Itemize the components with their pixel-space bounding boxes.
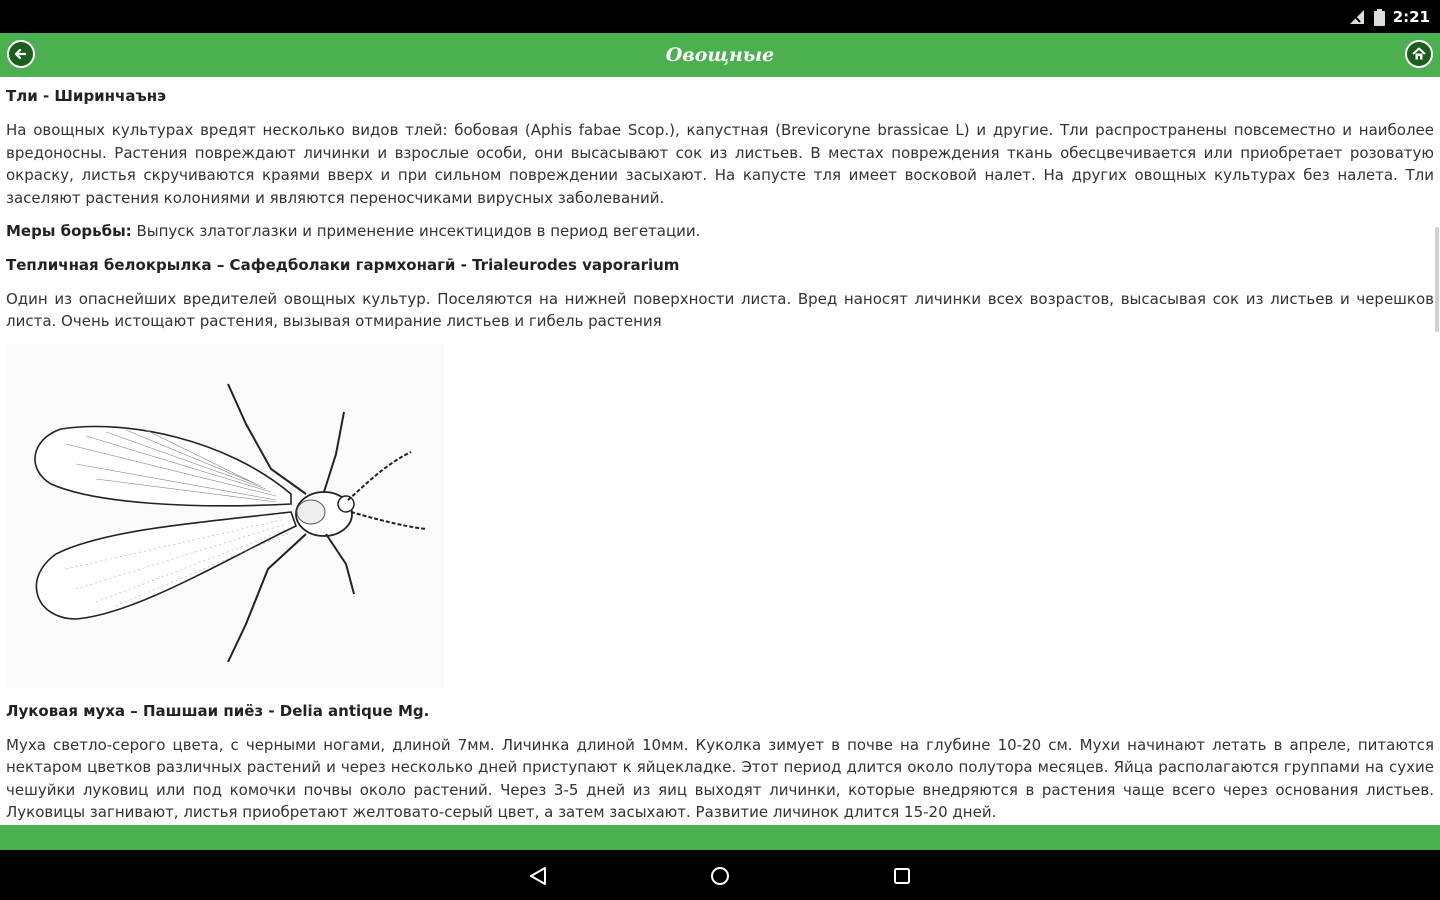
status-time: 2:21	[1392, 8, 1430, 26]
article-content[interactable]	[0, 77, 1440, 825]
section-heading-onion-fly: Луковая муха – Пашшаи пиёз - Delia antique Mg.	[6, 701, 430, 720]
page-title: Овощные	[665, 44, 775, 66]
navigation-bar	[0, 850, 1440, 900]
nav-home-icon	[709, 865, 731, 887]
battery-icon	[1374, 9, 1385, 26]
scrollbar[interactable]	[1435, 227, 1439, 332]
section-heading-whitefly: Тепличная белокрылка – Сафедболаки гармхонагӣ - Trialeurodes vaporarium	[6, 255, 680, 274]
whitefly-illustration	[6, 344, 444, 688]
nav-recent-icon	[891, 865, 913, 887]
bottom-bar	[0, 825, 1440, 850]
app-bar	[0, 33, 1440, 77]
status-icons	[1348, 6, 1430, 28]
home-icon	[1411, 46, 1427, 62]
section-paragraph-aphids: На овощных культурах вредят несколько видов тлей: бобовая (Aphis fabae Scop.), капустная (Brevicoryne brassicae L) и другие. Тли распространены повсеместно и наиболее вредоносны. Растения повреждают личинки и взрослые особи, они высасывают сок из листьев. В местах повреждения ткань обесцвечивается или приобретает розоватую окраску, листья скручиваются краями вверх и при сильном повреждении засыхают. На капусте тля имеет восковой налет. На других овощных культурах без налета. Тли заселяют растения колониями и являются переносчиками вирусных заболеваний.	[6, 121, 1434, 207]
nav-home-button[interactable]	[707, 863, 733, 889]
control-measures-label: Меры борьбы:	[6, 222, 132, 240]
status-bar	[0, 0, 1440, 33]
signal-icon	[1348, 9, 1366, 25]
nav-recent-button[interactable]	[889, 863, 915, 889]
nav-back-button[interactable]	[525, 863, 551, 889]
section-heading-aphids: Тли - Ширинчаънэ	[6, 87, 166, 105]
control-measures	[6, 220, 1434, 243]
section-paragraph-onion-fly: Муха светло-серого цвета, с черными ногами, длиной 7мм. Личинка длиной 10мм. Куколка зимует в почве на глубине 10-20 см. Мухи начинают летать в апреле, питаются нектаром цветков различных растений и через несколько дней приступают к яйцекладке. Этот период длится около полутора месяцев. Яйца располагаются группами на сухие чешуйки луковиц или под комочки почвы около растений. Через 3-5 дней из яиц выходят личинки, которые внедряются в растения чаще всего через основания листьев. Луковицы загнивают, листья приобретают желтовато-серый цвет, а затем засыхают. Развитие личинок длится 15-20 дней.	[6, 735, 1434, 821]
home-button[interactable]	[1405, 40, 1433, 68]
control-measures-text: Выпуск златоглазки и применение инсектицидов в период вегетации.	[131, 222, 701, 240]
section-paragraph-whitefly: Один из опаснейших вредителей овощных культур. Поселяются на нижней поверхности листа. Вред наносят личинки всех возрастов, высасывая сок из листьев и черешков листа. Очень истощают растения, вызывая отмирание листьев и гибель растения	[6, 289, 1434, 330]
nav-back-icon	[527, 865, 549, 887]
